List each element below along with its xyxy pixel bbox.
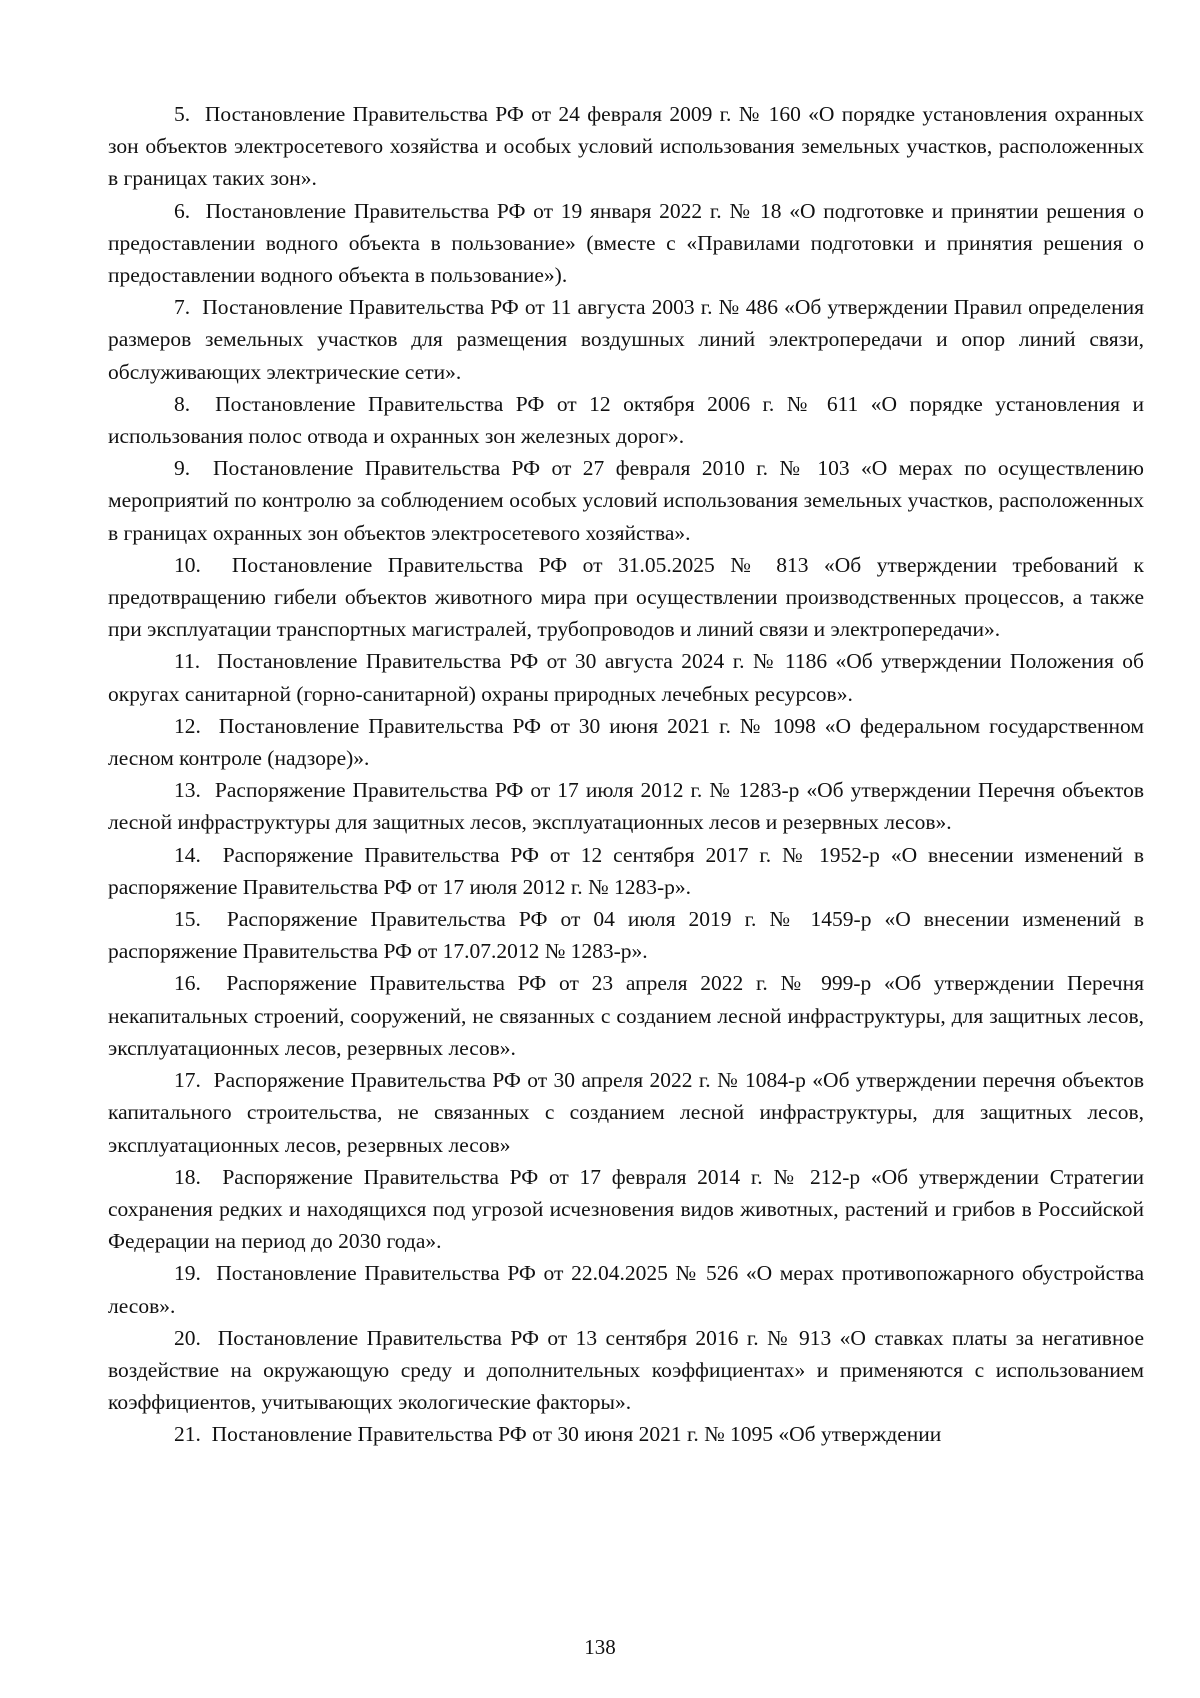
item-text: Распоряжение Правительства РФ от 04 июля 2019 г. № 1459-р «О внесении изменений в распоряжение Правительства РФ от 17.07.2012 № 1283-р». [108,907,1144,964]
item-number: 21. [174,1422,201,1447]
list-item-21 [108,1418,1144,1450]
item-text: Постановление Правительства РФ от 11 августа 2003 г. № 486 «Об утверждении Правил определения размеров земельных участков для размещения воздушных линий электропередачи и опор линий связи, обслуживающих электрические сети». [108,295,1144,384]
item-number: 8. [174,391,191,416]
item-text: Постановление Правительства РФ от 30 июня 2021 г. № 1098 «О федеральном государственном лесном контроле (надзоре)». [108,713,1144,771]
item-text: Распоряжение Правительства РФ от 17 июля 2012 г. № 1283-р «Об утверждении Перечня объектов лесной инфраструктуры для защитных лесов, эксплуатационных лесов и резервных лесов». [108,778,1144,835]
item-number: 13. [174,778,201,803]
list-item-16 [108,967,1144,1064]
list-item-19 [108,1257,1144,1321]
item-text: Распоряжение Правительства РФ от 12 сентября 2017 г. № 1952-р «О внесении изменений в распоряжение Правительства РФ от 17 июля 2012 г. № 1283-р». [108,842,1145,899]
list-item-11 [108,645,1144,709]
list-item-17 [108,1064,1144,1161]
item-text: Распоряжение Правительства РФ от 17 февраля 2014 г. № 212-р «Об утверждении Стратегии сохранения редких и находящихся под угрозой исчезновения видов животных, растений и грибов в Российской Федерации на период до 2030 года». [108,1164,1145,1254]
document-page [108,98,1144,1451]
list-item-20 [108,1322,1144,1419]
list-item-7 [108,291,1144,388]
item-number: 9. [174,456,191,481]
item-number: 17. [174,1068,201,1093]
item-text: Постановление Правительства РФ от 31.05.2025 № 813 «Об утверждении требований к предотвращению гибели объектов животного мира при осуществлении производственных процессов, а также при эксплуатации транспортных магистралей, трубопроводов и линий связи и электропередачи». [108,552,1144,642]
item-number: 15. [174,907,201,932]
list-item-8 [108,388,1144,452]
item-text: Постановление Правительства РФ от 19 января 2022 г. № 18 «О подготовке и принятии решения о предоставлении водного объекта в пользование» (вместе с «Правилами подготовки и принятия решения о предоставлении водного объекта в пользование»). [108,198,1145,288]
list-item-6 [108,195,1144,292]
list-item-15 [108,903,1144,967]
list-item-9 [108,452,1144,549]
item-text: Постановление Правительства РФ от 30 июня 2021 г. № 1095 «Об утверждении [211,1422,942,1447]
list-item-5 [108,98,1144,195]
item-number: 7. [174,295,191,320]
item-number: 10. [174,552,201,577]
list-item-10 [108,549,1144,646]
item-number: 18. [174,1164,201,1189]
item-text: Постановление Правительства РФ от 22.04.2025 № 526 «О мерах противопожарного обустройства лесов». [108,1261,1145,1318]
item-number: 11. [174,649,201,674]
list-item-12 [108,710,1144,774]
item-text: Постановление Правительства РФ от 12 октября 2006 г. № 611 «О порядке установления и использования полос отвода и охранных зон железных дорог». [108,391,1145,449]
item-number: 12. [174,713,201,738]
list-item-13 [108,774,1144,838]
item-number: 20. [174,1325,201,1350]
item-text: Распоряжение Правительства РФ от 30 апреля 2022 г. № 1084-р «Об утверждении перечня объектов капитального строительства, не связанных с созданием лесной инфраструктуры, для защитных лесов, эксплуатационных лесов, резервных лесов» [108,1068,1144,1157]
item-number: 6. [174,198,191,223]
list-item-14 [108,839,1144,903]
item-number: 19. [174,1261,201,1286]
item-number: 14. [174,842,201,867]
item-text: Постановление Правительства РФ от 24 февраля 2009 г. № 160 «О порядке установления охранных зон объектов электросетевого хозяйства и особых условий использования земельных участков, расположенных в границах таких зон». [108,102,1144,191]
item-text: Постановление Правительства РФ от 30 августа 2024 г. № 1186 «Об утверждении Положения об округах санитарной (горно-санитарной) охраны природных лечебных ресурсов». [108,649,1144,706]
item-text: Постановление Правительства РФ от 13 сентября 2016 г. № 913 «О ставках платы за негативное воздействие на окружающую среду и дополнительных коэффициентах» и применяются с использованием коэффициентов, учитывающих экологические факторы». [108,1325,1145,1415]
list-item-18 [108,1161,1144,1258]
page-number: 138 [584,1635,616,1659]
item-number: 16. [174,971,201,996]
item-text: Распоряжение Правительства РФ от 23 апреля 2022 г. № 999-р «Об утверждении Перечня некапитальных строений, сооружений, не связанных с созданием лесной инфраструктуры, для защитных лесов, эксплуатационных лесов, резервных лесов». [108,971,1145,1060]
item-number: 5. [174,102,191,126]
item-text: Постановление Правительства РФ от 27 февраля 2010 г. № 103 «О мерах по осуществлению мероприятий по контролю за соблюдением особых условий использования земельных участков, расположенных в границах охранных зон объектов электросетевого хозяйства». [108,456,1144,545]
